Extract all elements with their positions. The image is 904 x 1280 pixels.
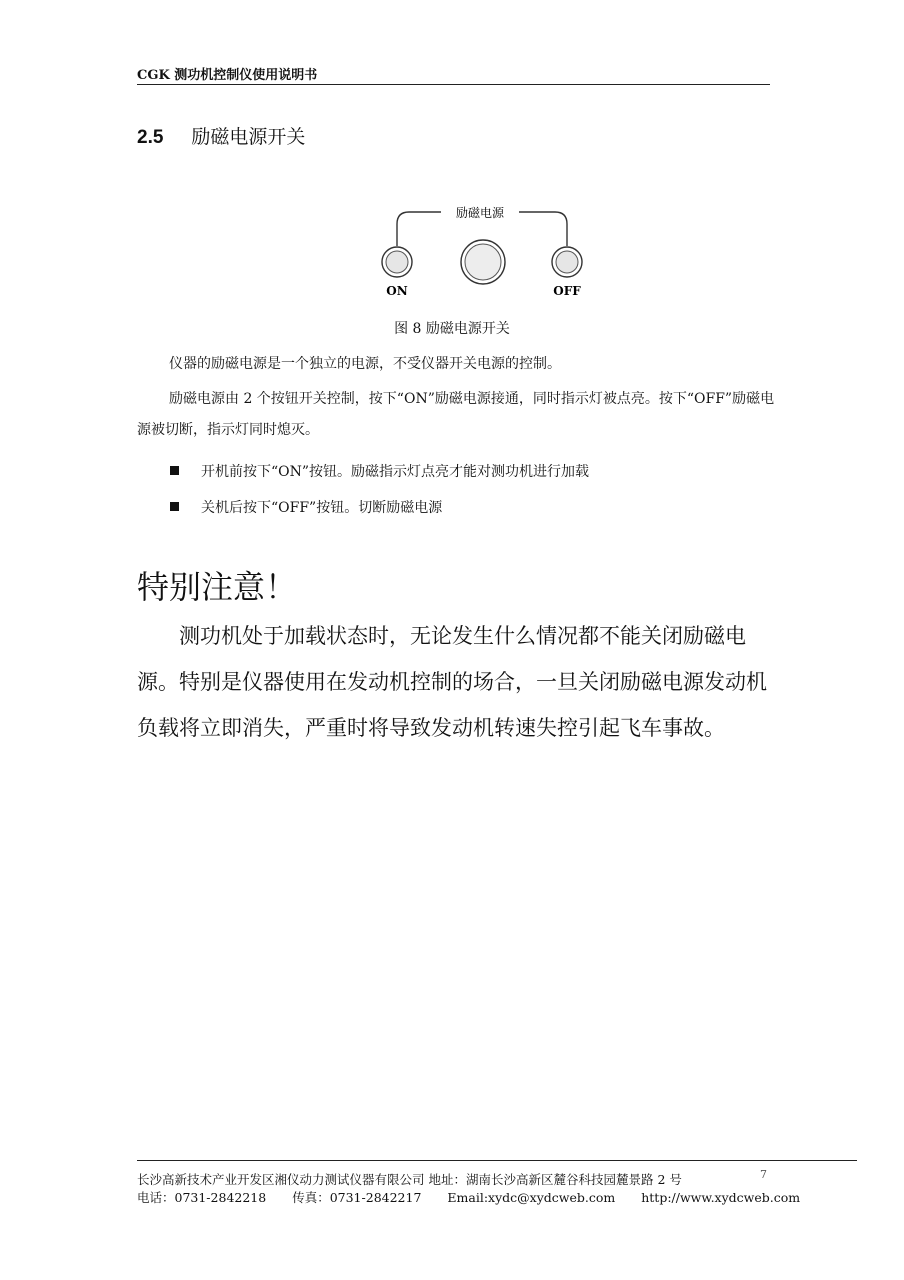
square-bullet-icon [170, 502, 179, 511]
excitation-switch-figure [375, 198, 595, 308]
footer-phone: 电话：0731-2842218 [137, 1190, 267, 1205]
footer-company-address: 长沙高新技术产业开发区湘仪动力测试仪器有限公司 地址：湖南长沙高新区麓谷科技园麓景路 2 号 [137, 1172, 682, 1187]
section-number: 2.5 [137, 127, 164, 148]
bullet-item [170, 461, 589, 481]
footer-fax: 传真：0731-2842217 [292, 1190, 422, 1205]
bullet-text: 开机前按下“ON”按钮。励磁指示灯点亮才能对测功机进行加载 [201, 464, 590, 480]
square-bullet-icon [170, 466, 179, 475]
footer-contacts [137, 1188, 822, 1206]
on-button [386, 251, 408, 273]
figure-caption: 图 8 励磁电源开关 [394, 321, 510, 337]
footer-rule [137, 1160, 857, 1161]
indicator-lamp [465, 244, 501, 280]
footer-email[interactable]: Email:xydc@xydcweb.com [447, 1190, 616, 1205]
paragraph: 励磁电源由 2 个按钮开关控制，按下“ON”励磁电源接通，同时指示灯被点亮。按下“OFF”励磁电源被切断，指示灯同时熄灭。 [137, 391, 775, 438]
footer-website[interactable]: http://www.xydcweb.com [641, 1190, 801, 1205]
section-title: 励磁电源开关 [191, 126, 306, 148]
right-bracket-line [519, 212, 567, 246]
panel-label: 励磁电源 [455, 206, 505, 220]
warning-body: 测功机处于加载状态时，无论发生什么情况都不能关闭励磁电源。特别是仪器使用在发动机控制的场合，一旦关闭励磁电源发动机负载将立即消失，严重时将导致发动机转速失控引起飞车事故。 [137, 624, 767, 740]
on-label: ON [386, 284, 408, 298]
switch-panel-diagram [375, 198, 595, 308]
bullet-text: 关机后按下“OFF”按钮。切断励磁电源 [201, 500, 443, 516]
paragraph: 仪器的励磁电源是一个独立的电源，不受仪器开关电源的控制。 [169, 356, 561, 372]
header-rule [137, 84, 770, 85]
off-button [556, 251, 578, 273]
off-label: OFF [553, 284, 581, 298]
left-bracket-line [397, 212, 441, 246]
document-header-title: CGK 测功机控制仪使用说明书 [137, 68, 318, 83]
warning-title: 特别注意！ [137, 568, 298, 606]
page-number: 7 [760, 1168, 767, 1181]
bullet-item [170, 497, 442, 517]
section-heading [137, 122, 305, 149]
